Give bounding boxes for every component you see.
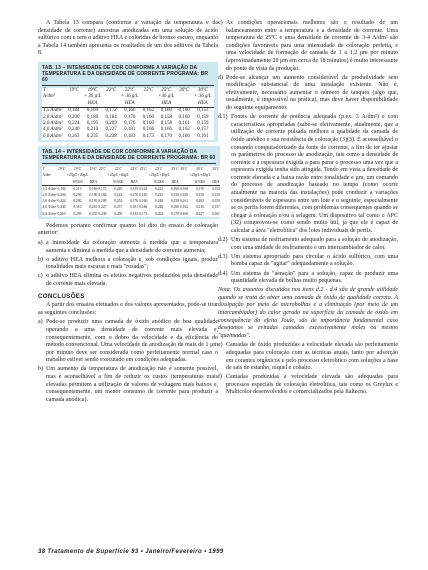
table-cell: 0,166 [119, 108, 141, 115]
table-cell: T [43, 87, 46, 93]
table-cell: HEA [87, 100, 98, 106]
table-cell: 0,158 [170, 193, 179, 198]
table-cell: 0,224 [68, 121, 80, 126]
table-cell: 4,0 A/dm² [42, 205, 57, 210]
table-cell: 0,240 [68, 127, 80, 133]
table-cell: 0,257 [114, 205, 123, 210]
table-cell: 0,173 [142, 133, 155, 139]
list-item-text: o aditivo HEA melhora a coloração e, sob condições iguais, produz tonalidades mais escuras e mais "rosadas"; [46, 256, 218, 271]
table-cell: 0,183 [130, 211, 139, 216]
table-cell: 0,195 [89, 199, 98, 204]
table-cell: 0,215 [66, 185, 89, 192]
table-cell: 0,161 [211, 211, 220, 216]
table-cell: 4,0 A/dm² [43, 127, 63, 133]
table-cell [104, 101, 119, 108]
table-14-body [42, 185, 220, 217]
table-cell: 0,295 [73, 211, 82, 216]
table-cell: 0,155 [130, 186, 139, 191]
table-cell: 0,176 [124, 121, 136, 126]
table-cell: 0,240 [155, 199, 164, 204]
list-item-text: Um sistema apropriado para circular o ácido sulfúrico, com uma bomba capaz de "agitar" adequadamente a solução. [231, 253, 398, 268]
table-cell: 22ºC [124, 87, 135, 93]
list-item-label: b) [38, 366, 43, 373]
table-cell: + 36 g/L [83, 94, 102, 100]
list-item-label: e) [218, 342, 223, 349]
table-cell [57, 179, 66, 186]
table-cell: 0,210 [86, 127, 99, 133]
table-cell: 25ºC [155, 167, 163, 172]
list-item-label: d.4) [218, 270, 228, 277]
table-cell: 30ºC [196, 167, 204, 172]
list-item-text: As condições operacionais melhores são o resultado de um balanceamento entre a temperatura e a densidade de corrente. Uma temperatura de 25ºC e uma densidade de corrente de 3-4 A/dm² são condições favoráveis para uma intensidade de coloração perfeita, e uma velocidade de formação de camada de 1 a 1,2 μm por minuto (aproximadamente 20 μm em cerca de 18 minutos) é muito interessante do ponto de vista da produção. [226, 20, 398, 72]
table-cell: 0,162 [142, 108, 155, 114]
table-cell: + 36 g/L [121, 94, 139, 100]
list-item-text: Um sistema de resfriamento adequado para a solução de anodização, com uma unidade de resfriamento e um intercambiador de calor. [231, 237, 398, 251]
conclusions-intro: A partir dos ensaios efetuados e dos valores apresentados, pode-se tirar as seguintes conclusões: [38, 302, 218, 316]
table-cell: 0,170 [130, 193, 139, 198]
equipment-sublist [218, 114, 398, 286]
table-cell [177, 101, 192, 108]
table-cell: 30ºC [197, 87, 208, 93]
table-cell: 0,227 [195, 211, 204, 216]
table-cell: 0,160 [139, 193, 148, 198]
list-item-text: o aditivo HEA elimina os efeitos negativos produzidos pela densidade de corrente mais elevada. [46, 273, 218, 287]
table-cell: 0,310 [73, 205, 82, 210]
table-cell: 2,0 A/dm² [42, 193, 57, 198]
table-cell: 0,180 [86, 114, 99, 120]
table-cell: 0,250 [73, 193, 82, 198]
table-cell: 0,225 [155, 193, 164, 198]
list-item [218, 254, 398, 269]
table-cell [42, 179, 57, 186]
table-cell: 30ºC [212, 167, 220, 172]
list-item-label: a) [38, 319, 43, 326]
table-cell: W3000 [72, 179, 83, 184]
table-cell: 25ºC [171, 167, 179, 172]
table-cell: 0,235 [86, 133, 99, 139]
table-cell: 25ºC [143, 87, 154, 93]
table-cell: 0,160 [142, 121, 155, 126]
table-cell: 19ºC [73, 167, 81, 172]
table-cell: 0,238 [105, 133, 117, 139]
table-cell: 1,5 A/dm² [42, 186, 57, 191]
right-column [218, 20, 398, 399]
list-item [218, 75, 398, 113]
table-cell: 3,0 A/dm² [43, 121, 63, 126]
list-item-label: d.2) [218, 237, 228, 244]
table-cell: 22ºC [114, 167, 122, 172]
table-cell: 0,159 [197, 121, 209, 126]
table-cell: 0,166 [178, 133, 190, 139]
table-cell: 0,160 [179, 186, 189, 191]
list-item-text: Fontes de corrente de potência adequada (p.ex. 3 A/dm²) e com características apropriadas (sabe-se efetivamente, atualmente, que a utilização de corrente pulsada melhora a qualidade da camada de óxido anódico e sua resistência de coloração (3)(3). É aconselhável o comando computadorizado da fonte de corrente, a fim de ter ajustar os parâmetros do processo de anodização, tais como a densidade de corrente e a espessura exigida a para parar o processo uma vez que a espessura exigida tenha sido atingida. Tendo em vista a densidade de corrente elevada e a baixa razão entre tonalidade e μm, um comando do processo de anodização baseado no tempo (como ocorre atualmente na maioria das instalações) pode conduzir a variações consideráveis de espessura entre um lote e o seguinte, especialmente se os perfis forem diferentes, com problemas consequentes quando se chegar à coloração e/ou à selagem. Um dispositivo tal como o APC (32) comprovou-se como sendo muito útil, já que ele é capaz de calcular a área "eletrolítica" dos lotes individuais de perfis. [231, 114, 398, 235]
list-item [218, 342, 398, 372]
table-cell: 0,184 [98, 193, 107, 198]
table-cell [98, 179, 107, 186]
conclusions-list-right [218, 20, 398, 113]
table-cell: 0,170 [189, 185, 212, 192]
table-cell: HEA [198, 100, 208, 106]
table-13-body [42, 108, 214, 141]
table-cell: 0,166 [142, 127, 155, 133]
table-cell: 0,209 [105, 121, 117, 126]
table-cell: 0,159 [211, 199, 220, 204]
table-14 [38, 146, 220, 219]
table-cell: 0,166 [160, 127, 172, 133]
table-cell: 0,209 [98, 199, 107, 204]
table-cell: 0,170 [170, 211, 179, 216]
table-cell: T [42, 167, 45, 172]
table-cell [42, 101, 66, 108]
table-row [42, 127, 214, 133]
table-cell: 0,238 [98, 211, 107, 216]
table-cell: 0,176 [130, 199, 139, 204]
table-cell: 0,160 [178, 108, 190, 114]
table-14-grid [42, 166, 220, 217]
list-item-text: Camadas de óxido produzidas a velocidade elevada são perfeitamente adequadas para coloração com as técnicas atuais, tanto por adsorção em corantes orgânicos e pelo processo eletrolítico com soluções a base de sais de estanho, níquel e cobalto. [226, 342, 398, 372]
table-cell: +25g/L+40g/L [148, 173, 170, 178]
list-item [38, 240, 218, 255]
table-cell: 0,161 [178, 121, 190, 126]
table-cell: 0,153 [192, 108, 214, 115]
list-item-text: Camadas produzidas a velocidade elevada são adequadas para processos especiais de coloração eletrolítica, tais como os Greylux e Multicolor desenvolvidos e comercializados pela Italtecno. [226, 374, 398, 396]
table-cell: 0,227 [105, 127, 117, 133]
list-item-label: d) [218, 74, 223, 81]
table-cell: 19ºC [89, 167, 97, 172]
table-cell: 0,161 [197, 133, 209, 139]
table-cell: 0,150 [195, 193, 204, 198]
table-cell: W3000 [194, 179, 205, 184]
table-cell: 0,222 [114, 193, 123, 198]
table-cell: 0,262 [155, 211, 164, 216]
page-footer: 38 Tratamento de Superfície 93 • Janeiro/Fevereiro • 1999 [38, 549, 224, 555]
table-cell: 25ºC [161, 87, 172, 93]
table-cell: 0,160 [139, 199, 148, 204]
table-cell: 25ºC [139, 167, 147, 172]
list-item-label: d.1) [218, 114, 228, 121]
table-cell: +36 g/L [158, 94, 175, 100]
table-cell: 0,159 [197, 114, 209, 120]
table-cell: W3000 [113, 179, 124, 184]
conclusions-heading: CONCLUSÕES [38, 292, 85, 300]
table-cell: 0,200 [57, 193, 66, 198]
table-cell: 30ºC [179, 87, 190, 93]
table-cell: 0,172 [105, 108, 117, 114]
table-cell: 0,160 [156, 108, 177, 115]
table-cell: 0,170 [160, 133, 172, 139]
table-cell: 0,290 [114, 211, 123, 216]
table-cell: 0,159 [211, 193, 220, 198]
table-cell: 0,161 [179, 199, 189, 204]
table-cell: A/dm² [43, 94, 56, 100]
table-row [42, 211, 220, 217]
table-cell [139, 179, 148, 186]
table-cell: 0,210 [195, 205, 204, 210]
table-cell: 0,210 [89, 205, 98, 210]
table-row [42, 185, 220, 192]
table-cell: 6,0 A/dm² [42, 211, 57, 216]
table-cell: 0,158 [160, 121, 172, 126]
list-item [38, 257, 218, 272]
table-13-header-row-3 [42, 101, 214, 108]
table-cell [179, 179, 188, 186]
list-item [38, 319, 218, 365]
table-cell: 0,227 [98, 205, 107, 210]
table-cell: 19ºC [57, 167, 66, 172]
table-cell: 0,160 [178, 114, 190, 120]
table-cell: 0,183 [124, 133, 136, 139]
table-cell: 0,184 [68, 108, 80, 114]
table-cell: 0,169 [81, 108, 103, 115]
table-cell: 19ºC [68, 87, 79, 93]
table-cell: W3000 [153, 179, 165, 184]
findings-list [38, 240, 218, 289]
list-item [38, 273, 218, 288]
table-cell: HEA [89, 179, 97, 184]
table-cell: 0,248 [155, 205, 164, 210]
table-cell: +25g/L+40g/L [107, 173, 130, 178]
list-item-label: f) [218, 374, 222, 381]
intro-paragraph: A Tabela 13 compara (conforme a variação da temperatura e da densidade de corrente) amostras anodizadas em uma solução de ácido sulfúrico com e sem o aditivo HEA e coloridas de bronze escuro, enquanto a Tabela 14 também apresenta os resultados de um dos aditivos da Tabela 8. [38, 20, 218, 57]
table-cell: 30ºC [180, 167, 188, 172]
table-cell: +25g/L+40g/L [189, 173, 211, 178]
table-cell: 0,235 [89, 211, 98, 216]
left-column [38, 20, 218, 406]
list-item [218, 114, 398, 236]
table-cell: 0,263 [57, 211, 66, 216]
list-item [218, 374, 398, 397]
table-cell: 0,252 [114, 199, 123, 204]
table-cell: 0,158 [160, 114, 172, 120]
table-cell: 0,166 [179, 211, 189, 216]
table-cell: 0,184 [57, 186, 66, 191]
table-cell: 0,181 [130, 205, 139, 210]
table-row [42, 134, 214, 140]
table-cell [141, 101, 156, 108]
table-cell: 0,181 [124, 127, 136, 133]
table-cell: 0,173 [139, 211, 148, 216]
table-cell: HEA [171, 179, 179, 184]
table-cell: 0,172 [98, 186, 107, 191]
table-14-header-row-3 [42, 179, 220, 186]
table-cell: 0,157 [211, 205, 220, 210]
table-cell: 0,195 [86, 121, 99, 126]
table-cell: 0,157 [197, 127, 209, 133]
table-cell: 0,200 [68, 114, 80, 120]
list-item-text: Pode-se produzir uma camada de óxido anódico de boa qualidade operando a uma densidade de corrente mais elevada e, consequentemente, com o dobro da velocidade e da eficiência do método convencional. Uma velocidade de anodização de mais de 1 μm por minuto deve ser considerada como perfeitamente normal caso o trabalho estiver sendo executado em condições adequadas. [46, 319, 218, 364]
table-cell: HEA [124, 100, 135, 106]
conclusions-list-ef [218, 342, 398, 397]
table-13-grid [42, 88, 214, 140]
table-cell: 0,153 [211, 186, 220, 191]
confirm-paragraph: Podemos portanto confirmar quanto foi dito do ensaio de coloração anterior: [38, 222, 218, 237]
table-cell: 1,5 A/dm² [42, 108, 66, 115]
list-item-text: a intensidade da coloração aumenta à medida que a temperatura aumenta e diminui à medida que a densidade de corrente aumenta; [46, 240, 218, 254]
table-13-title: TAB. 13 – INTENSIDADE DE COR CONFORME A VARIAÇÃO DA TEMPERATURA E DA DENSIDADE DE CORRENTE PROGRAMA: BR 60 [42, 64, 209, 83]
table-cell: 22ºC [98, 167, 106, 172]
table-cell: 0,170 [124, 114, 136, 120]
table-cell: 0,202 [195, 199, 204, 204]
table-14-title: TAB. 14 – INTENSIDADE DE COR CONFORME A VARIAÇÃO DA TEMPERATURA E DA DENSIDADE DE CORRENTE PROGRAMA: BR 60 [42, 149, 216, 162]
table-cell: 22ºC [130, 167, 138, 172]
table-cell: 0,263 [68, 133, 80, 139]
table-cell: 0,169 [89, 186, 98, 191]
table-cell: 19ºC [87, 87, 98, 93]
table-cell [66, 101, 81, 108]
list-item [218, 20, 398, 73]
table-cell: HEA [161, 100, 172, 106]
list-item-text: Pode-se alcançar um aumento considerável da produtividade sem modificação substancial de uma instalação existente. Não é, efetivamente, necessário aumentar o número de tanques (algo que, usualmente, é impossível na prática), mas deve haver disponibilidade do seguinte equipamento: [226, 74, 398, 112]
table-cell: + 36 g/L [194, 94, 212, 100]
table-cell: 0,160 [179, 193, 189, 198]
list-item-text: Um aumento da temperatura de anodização não é somente possível, mas é aconselhável a fim de reduzir os custos (temperaturas mais elevadas permitem a utilização de valores de voltagem mais baixos e, consequentemente, um menor consumo de corrente para produzir a camada anódica). [46, 366, 218, 403]
table-cell: 0,166 [139, 205, 148, 210]
list-item-label: c) [38, 273, 43, 280]
table-cell: 0,162 [179, 205, 189, 210]
table-cell: 0,180 [89, 193, 98, 198]
list-item [218, 237, 398, 252]
table-cell: HEA [212, 179, 220, 184]
table-cell: 22ºC [106, 87, 117, 93]
list-item [218, 271, 398, 286]
table-cell: 0,220 [107, 185, 130, 192]
table-cell: 0,158 [170, 199, 179, 204]
table-cell: 0,184 [105, 114, 117, 120]
table-cell: 0,162 [139, 186, 148, 191]
table-cell: +25g/L+40g/L [66, 173, 89, 178]
list-item [38, 366, 218, 404]
table-cell: 2,0 A/dm² [43, 114, 63, 120]
table-13 [38, 62, 218, 142]
list-item-label: d.3) [218, 253, 228, 260]
table-cell: 0,160 [170, 186, 179, 191]
list-item-label: c) [218, 20, 223, 26]
table-cell: 0,224 [57, 199, 66, 204]
table-cell: 0,223 [148, 185, 171, 192]
table-row [42, 108, 214, 115]
table-cell: 0,240 [57, 205, 66, 210]
table-cell: 0,160 [142, 114, 155, 120]
table-cell: 0,162 [178, 127, 190, 133]
table-cell: A/dm² [42, 173, 52, 178]
table-cell: HEA [130, 179, 138, 184]
table-cell: 3,0 A/dm² [42, 199, 57, 204]
note-paragraph: Nota: Os assuntos discutidos nos itens d.2 - d.4 são de grande utilidade quando se trata de obter uma camada de óxido de qualidade correta. A dissipação por meio de microbolhas e a eliminação (por meio de um intercambiador) do calor gerado na superfície da camada de óxido em consequência do efeito Joule, são de importância fundamental caso desejamos se evitadas camadas excessivamente moles ou mesmo "queimadas". [218, 287, 398, 339]
list-item-label: a) [38, 240, 43, 247]
list-item-label: b) [38, 256, 43, 263]
table-cell: 0,290 [73, 199, 82, 204]
conclusions-list-left [38, 319, 218, 404]
table-cell: 0,166 [170, 205, 179, 210]
list-item-text: Um sistema de "aeração" para a solução, capaz de produzir uma quantidade elevada de bolhas muito pequenas. [231, 270, 398, 285]
table-cell: 6,0 A/dm² [43, 133, 63, 139]
